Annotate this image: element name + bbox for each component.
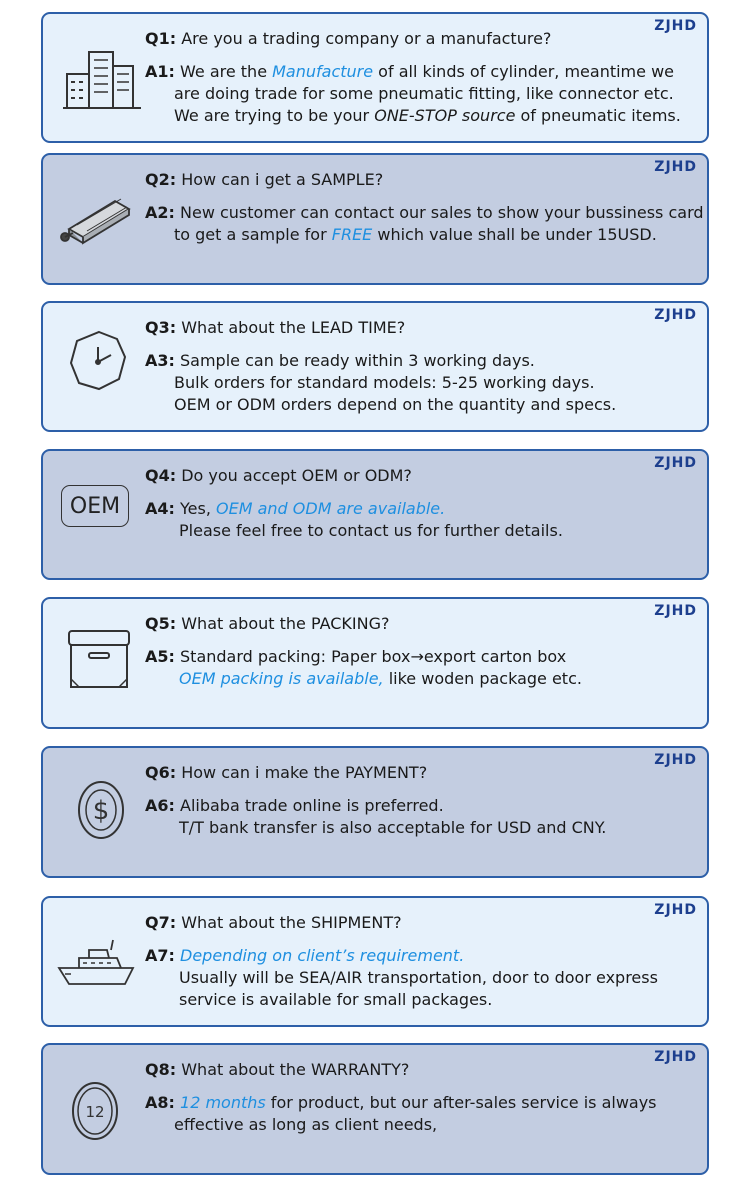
answer-7: A7: Depending on client’s requirement. Usually will be SEA/AIR transportation, door to door express service is available for small packages. (145, 946, 658, 1009)
brand-logo: ZJHD (654, 752, 697, 768)
brand-logo: ZJHD (654, 902, 697, 918)
question-4: Q4: Do you accept OEM or ODM? (145, 466, 412, 485)
answer-4: A4: Yes, OEM and ODM are available. Please feel free to contact us for further details. (145, 499, 563, 540)
ship-icon (55, 934, 137, 1008)
brand-logo: ZJHD (654, 159, 697, 175)
question-6: Q6: How can i make the PAYMENT? (145, 763, 428, 782)
question-7: Q7: What about the SHIPMENT? (145, 913, 402, 932)
dollar-symbol: $ (92, 796, 110, 826)
box-icon (57, 621, 139, 695)
brand-logo: ZJHD (654, 455, 697, 471)
cylinder-icon (57, 181, 139, 255)
question-8: Q8: What about the WARRANTY? (145, 1060, 410, 1079)
faq-card-5 (41, 597, 709, 729)
brand-logo: ZJHD (654, 18, 697, 34)
answer-2: A2: New customer can contact our sales to show your bussiness card to get a sample for FREE which value shall be under 15USD. (145, 203, 704, 244)
faq-card-4 (41, 449, 709, 580)
faq-card-2 (41, 153, 709, 285)
faq-card-3 (41, 301, 709, 432)
building-icon (61, 44, 143, 118)
brand-logo: ZJHD (654, 603, 697, 619)
warranty-badge-icon (57, 1071, 139, 1145)
faq-card-8 (41, 1043, 709, 1175)
clock-icon (57, 325, 139, 399)
answer-1: A1: We are the Manufacture of all kinds of cylinder, meantime we are doing trade for some pneumatic fitting, like connector etc. We are trying to be your ONE-STOP source of pneumatic items. (145, 62, 681, 125)
question-3: Q3: What about the LEAD TIME? (145, 318, 406, 337)
question-2: Q2: How can i get a SAMPLE? (145, 170, 384, 189)
faq-card-7 (41, 896, 709, 1027)
oem-icon (61, 485, 133, 531)
oem-icon-label: OEM (61, 485, 129, 527)
brand-logo: ZJHD (654, 1049, 697, 1065)
warranty-number: 12 (85, 1103, 105, 1121)
answer-5: A5: Standard packing: Paper box→export carton box OEM packing is available, like woden package etc. (145, 647, 582, 688)
question-5: Q5: What about the PACKING? (145, 614, 390, 633)
answer-3: A3: Sample can be ready within 3 working days. Bulk orders for standard models: 5-25 working days. OEM or ODM orders depend on the quantity and specs. (145, 351, 617, 414)
faq-card-6 (41, 746, 709, 878)
faq-card-1 (41, 12, 709, 143)
answer-8: A8: 12 months for product, but our after-sales service is always effective as long as client needs, (145, 1093, 657, 1134)
brand-logo: ZJHD (654, 307, 697, 323)
answer-6: A6: Alibaba trade online is preferred. T/T bank transfer is also acceptable for USD and CNY. (145, 796, 607, 837)
dollar-coin-icon (57, 770, 139, 844)
question-1: Q1: Are you a trading company or a manufacture? (145, 29, 552, 48)
